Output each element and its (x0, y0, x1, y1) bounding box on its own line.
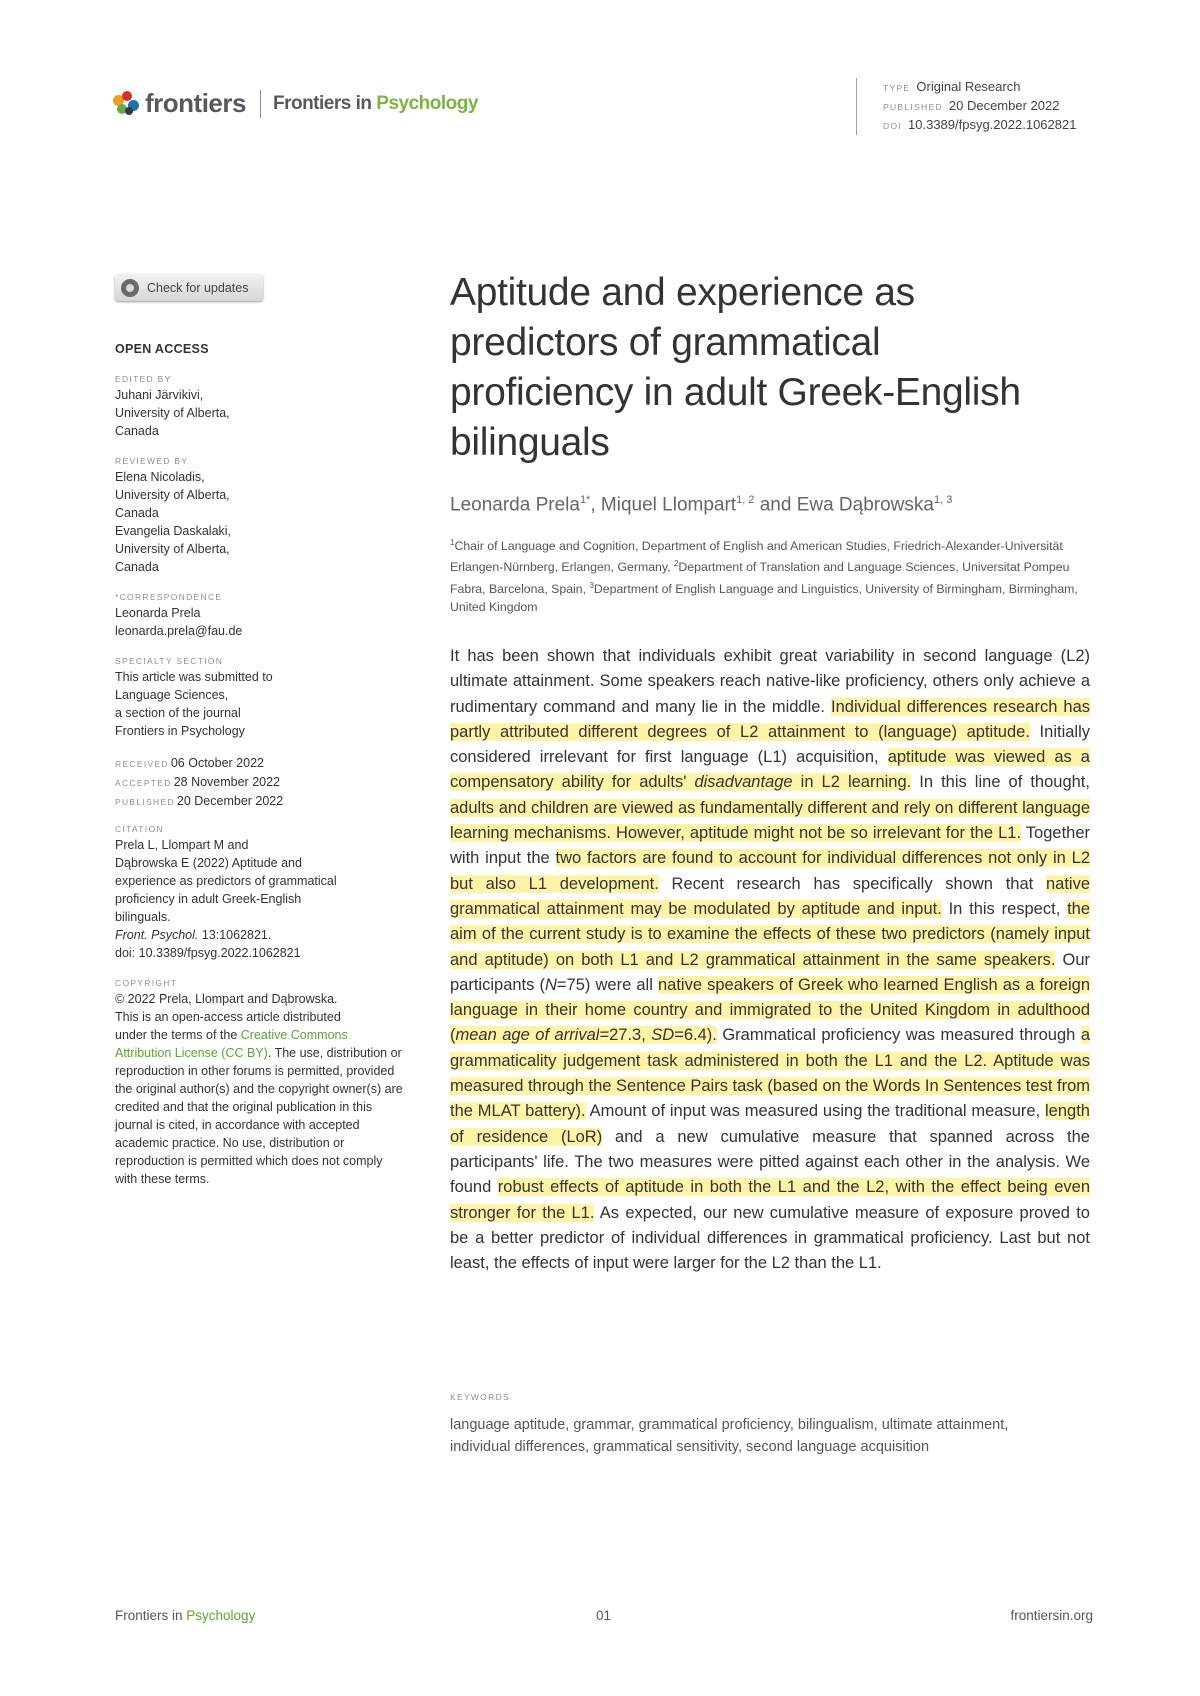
abstract (450, 644, 1090, 1276)
footer-journal[interactable]: Frontiers in Psychology (115, 1608, 256, 1623)
frontiers-logo-icon (113, 91, 141, 117)
abstract-segment: a grammaticality judgement task administered in both the L1 and the L2. Aptitude was measured through the Sentence Pairs task (based on the Words In Sentences test from the MLAT battery). (450, 1026, 1091, 1121)
abstract-segment: As expected, our new cumulative measure of exposure proved to be a better predictor of individual differences in grammatical proficiency. Last but not least, the effects of input were larger for the L2 than the L1. (450, 1203, 1090, 1273)
edited-by-block: EDITED BY Juhani Järvikivi, University of Alberta, Canada (115, 374, 230, 438)
highlight-mark (456, 1026, 600, 1044)
meta-published: PUBLISHED 20 December 2022 (883, 98, 1060, 113)
meta-type: TYPE Original Research (883, 79, 1021, 94)
abstract-segment: =6.4). (674, 1026, 717, 1045)
page-number: 01 (596, 1608, 612, 1623)
abstract-segment: In this respect, (941, 899, 1068, 918)
abstract-segment: native speakers of Greek who learned English as a foreign language in their home country and immigrated to the United Kingdom in adulthood ( (450, 975, 1091, 1045)
reviewed-by-block: REVIEWED BY Elena Nicoladis, University of Alberta, Canada Evangelia Daskalaki, University of Alberta, Canada (115, 456, 232, 574)
abstract-segment: Individual differences research has partly attributed different degrees of L2 attainment to (language) aptitude. (450, 697, 1090, 741)
abstract-segment: length of residence (LoR) (450, 1102, 1090, 1146)
affiliations: $^1$Chair of Language and Cognition, Department of English and American Studies, Friedrich-Alexander-Universität Erlangen-Nürnberg, Erlangen, Germany, $^2$Department of Translation and Language Sciences, Universitat Pompeu Fabra, Barcelona, Spain, $^3$Department of English Language and Linguistics, University of Birmingham, Birmingham, United Kingdom (450, 538, 1078, 614)
open-access-label: OPEN ACCESS (115, 342, 209, 356)
abstract-segment: N (544, 975, 557, 994)
abstract-segment: Grammatical proficiency was measured through (716, 1026, 1081, 1045)
specialty-block: SPECIALTY SECTION This article was submitted to Language Sciences, a section of the journal Frontiers in Psychology (115, 656, 273, 738)
logo-separator (260, 90, 261, 118)
abstract-segment: Initially considered irrelevant for first language (L1) acquisition, (450, 722, 1090, 767)
correspondence-email[interactable]: leonarda.prela@fau.de (115, 624, 243, 638)
abstract-segment: =75) were all (556, 975, 658, 994)
highlight-mark (674, 1026, 717, 1044)
abstract-segment: robust effects of aptitude in both the L1 and the L2, with the effect being even stronger for the L1. (450, 1178, 1091, 1222)
abstract-segment: mean age of arrival (455, 1026, 600, 1045)
author-dabrowska[interactable]: and Ewa Dąbrowska (754, 494, 934, 516)
correspondence-block: *CORRESPONDENCE Leonarda Prela leonarda.prela@fau.de (115, 590, 405, 640)
abstract-segment: Together with input the (450, 824, 1090, 868)
citation-block: CITATION Prela L, Llompart M and Dąbrowska E (2022) Aptitude and experience as predictors of grammatical proficiency in adult Greek-English bilinguals. Front. Psychol. 13:1062821. doi: 10.3389/fpsyg.2022.1062821 (115, 824, 337, 960)
highlight-mark (694, 773, 792, 791)
abstract-segment: the aim of the current study is to examine the effects of these two predictors (namely input and aptitude) on both L1 and L2 grammatical attainment in the same speakers. (450, 899, 1090, 969)
footer-site-link[interactable]: frontiersin.org (1010, 1608, 1093, 1623)
highlight-mark (599, 1026, 651, 1044)
check-updates-icon (121, 279, 139, 297)
frontiers-logo[interactable] (113, 88, 478, 119)
copyright-block: COPYRIGHT © 2022 Prela, Llompart and Dąbrowska. This is an open-access article distributed under the terms of the Creative Commons Attribution License (CC BY). The use, distribution or reproduction in other forums is permitted, provided the original author(s) and the copyright owner(s) are credited and that the original publication in this journal is cited, in accordance with accepted academic practice. No use, distribution or reproduction is permitted which does not comply with these terms. (115, 978, 403, 1186)
abstract-segment: native grammatical attainment may be modulated by aptitude and input. (450, 874, 1090, 918)
abstract-segment: disadvantage (694, 773, 793, 792)
cc-by-link[interactable]: Creative Commons Attribution License (CC BY) (115, 1028, 348, 1060)
article-title: Aptitude and experience as predictors of grammatical proficiency in adult Greek-English bilinguals (450, 271, 1021, 464)
abstract-segment: It has been shown that individuals exhibit great variability in second language (L2) ultimate attainment. Some speakers reach native-like proficiency, others only achieve a rudimentary command and many lie in the middle. (450, 647, 1090, 716)
author-prela[interactable]: Leonarda Prela (450, 494, 580, 516)
abstract-segment: =27.3, (599, 1026, 652, 1045)
author-llompart[interactable]: , Miquel Llompart (590, 494, 737, 516)
author-list: Leonarda Prela$^{1*}$, Miquel Llompart$^{1, 2}$ and Ewa Dąbrowska$^{1, 3}$ (450, 494, 953, 516)
abstract-segment: and a new cumulative measure that spanned across the participants' life. The two measures were pitted against each other in the analysis. We found (450, 1127, 1090, 1197)
abstract-segment: In this line of thought, (911, 773, 1090, 792)
abstract-segment: Recent research has specifically shown that (658, 874, 1046, 893)
article-meta (856, 78, 1076, 135)
dates-block: RECEIVED 06 October 2022 ACCEPTED 28 November 2022 PUBLISHED 20 December 2022 (115, 756, 284, 808)
abstract-segment: Amount of input was measured using the traditional measure, (585, 1102, 1046, 1121)
highlight-mark (450, 799, 1090, 842)
keywords: language aptitude, grammar, grammatical proficiency, bilingualism, ultimate attainment, individual differences, grammatical sensitivity, second language acquisition (450, 1417, 1009, 1455)
logo-wordmark: frontiers (145, 88, 246, 118)
abstract-segment: SD (651, 1026, 675, 1045)
highlight-mark (651, 1026, 674, 1044)
keywords-label: KEYWORDS (450, 1392, 510, 1402)
journal-name: Frontiers in Psychology (272, 92, 478, 114)
abstract-segment: aptitude was viewed as a compensatory ability for adults' (450, 748, 1090, 792)
abstract-segment: two factors are found to account for individual differences not only in L2 but also L1 development. (450, 849, 1090, 893)
meta-doi: DOI 10.3389/fpsyg.2022.1062821 (883, 117, 1077, 132)
abstract-segment: Our participants ( (450, 950, 1090, 994)
abstract-segment: in L2 learning. (792, 773, 912, 792)
highlight-mark (793, 773, 912, 791)
abstract-segment: adults and children are viewed as fundamentally different and rely on different language learning mechanisms. However, aptitude might not be so irrelevant for the L1. (450, 798, 1090, 843)
check-updates-button[interactable]: Check for updates (115, 274, 263, 301)
